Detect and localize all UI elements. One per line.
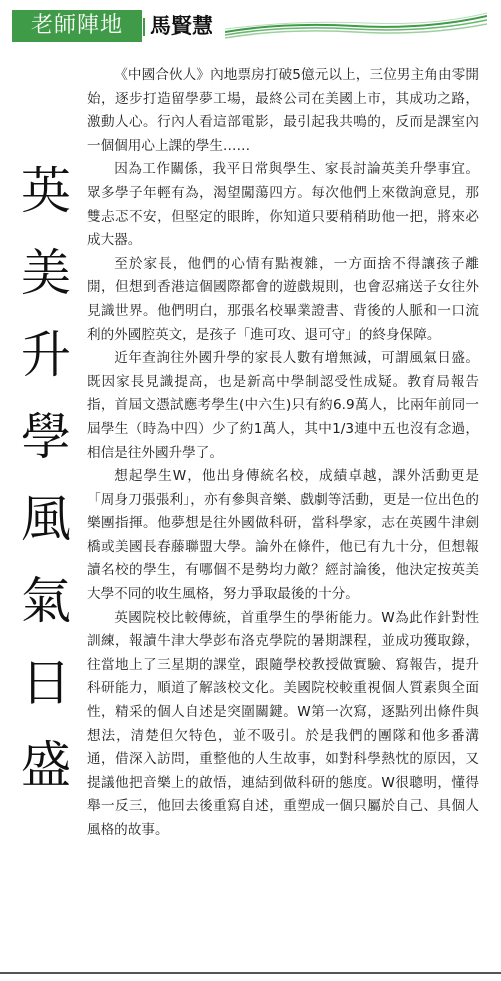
header-divider	[143, 18, 145, 36]
bottom-divider	[0, 972, 501, 974]
decorative-wave-lines	[225, 12, 487, 40]
title-char: 盛	[21, 736, 71, 794]
paragraph: 因為工作關係，我平日常與學生、家長討論英美升學事宜。眾多學子年輕有為，渴望闖蕩四方。每次他們上來徵詢意見，那雙忐忑不安，但堅定的眼眸，你知道只要稍稍助他一把，將來必成大器。	[87, 161, 479, 249]
paragraph: 近年查詢往外國升學的家長人數有增無減，可謂風氣日盛。既因家長見識提高，也是新高中學制認受性成疑。教育局報告指，首屆文憑試應考學生(中六生)只有約6.9萬人，比兩年前同一屆學生（時為中四）少了約1萬人，其中1/3連中五也沒有念過，相信是往外國升學了。	[87, 350, 479, 461]
column-label: 老師陣地	[12, 10, 142, 42]
paragraph: 英國院校比較傳統，首重學生的學術能力。W為此作針對性訓練，報讀牛津大學彭布洛克學院的暑期課程，並成功獲取錄，往當地上了三星期的課堂，跟隨學校教授做實驗、寫報告，提升科研能力，順道了解該校文化。美國院校較重視個人質素與全面性，精采的個人自述是突圍關鍵。W第一次寫，逐點列出條件與想法，清楚但欠特色，並不吸引。於是我們的團隊和他多番溝通，借深入訪問，重整他的人生故事，如對科學熱忱的原因，又提議他把音樂上的啟悟，連結到做科研的態度。W很聰明，懂得舉一反三，他回去後重寫自述，重塑成一個只屬於自己、具個人風格的故事。	[87, 609, 479, 838]
title-char: 升	[21, 326, 71, 384]
title-char: 日	[21, 654, 71, 712]
title-char: 風	[21, 490, 71, 548]
column-header	[0, 10, 501, 44]
author-name: 馬賢慧	[150, 14, 213, 38]
article-title-vertical	[16, 150, 76, 806]
title-char: 氣	[21, 572, 71, 630]
title-char: 學	[21, 408, 71, 466]
title-char: 美	[21, 244, 71, 302]
paragraph: 想起學生W，他出身傳統名校，成績卓越，課外活動更是「周身刀張張利」，亦有參與音樂、戲劇等活動，更是一位出色的樂團指揮。他夢想是往外國做科研，當科學家，志在英國牛津劍橋或美國長春藤聯盟大學。論外在條件，他已有九十分，但想報讀名校的學生，有哪個不是勢均力敵？經討論後，他決定按英美大學不同的收生風格，努力爭取最後的十分。	[87, 468, 479, 603]
article-body	[87, 64, 479, 843]
title-char: 英	[21, 162, 71, 220]
paragraph: 《中國合伙人》內地票房打破5億元以上，三位男主角由零開始，逐步打造留學夢工場，最終公司在美國上市，其成功之路，激動人心。行內人看這部電影，最引起我共鳴的，反而是課室內一個個用心上課的學生……	[87, 67, 479, 154]
paragraph: 至於家長，他們的心情有點複雜，一方面捨不得讓孩子離開，但想到香港這個國際都會的遊戲規則，也會忍痛送子女往外見識世界。他們明白，那張名校畢業證書、背後的人脈和一口流利的外國腔英文，是孩子「進可攻、退可守」的終身保障。	[87, 255, 479, 343]
